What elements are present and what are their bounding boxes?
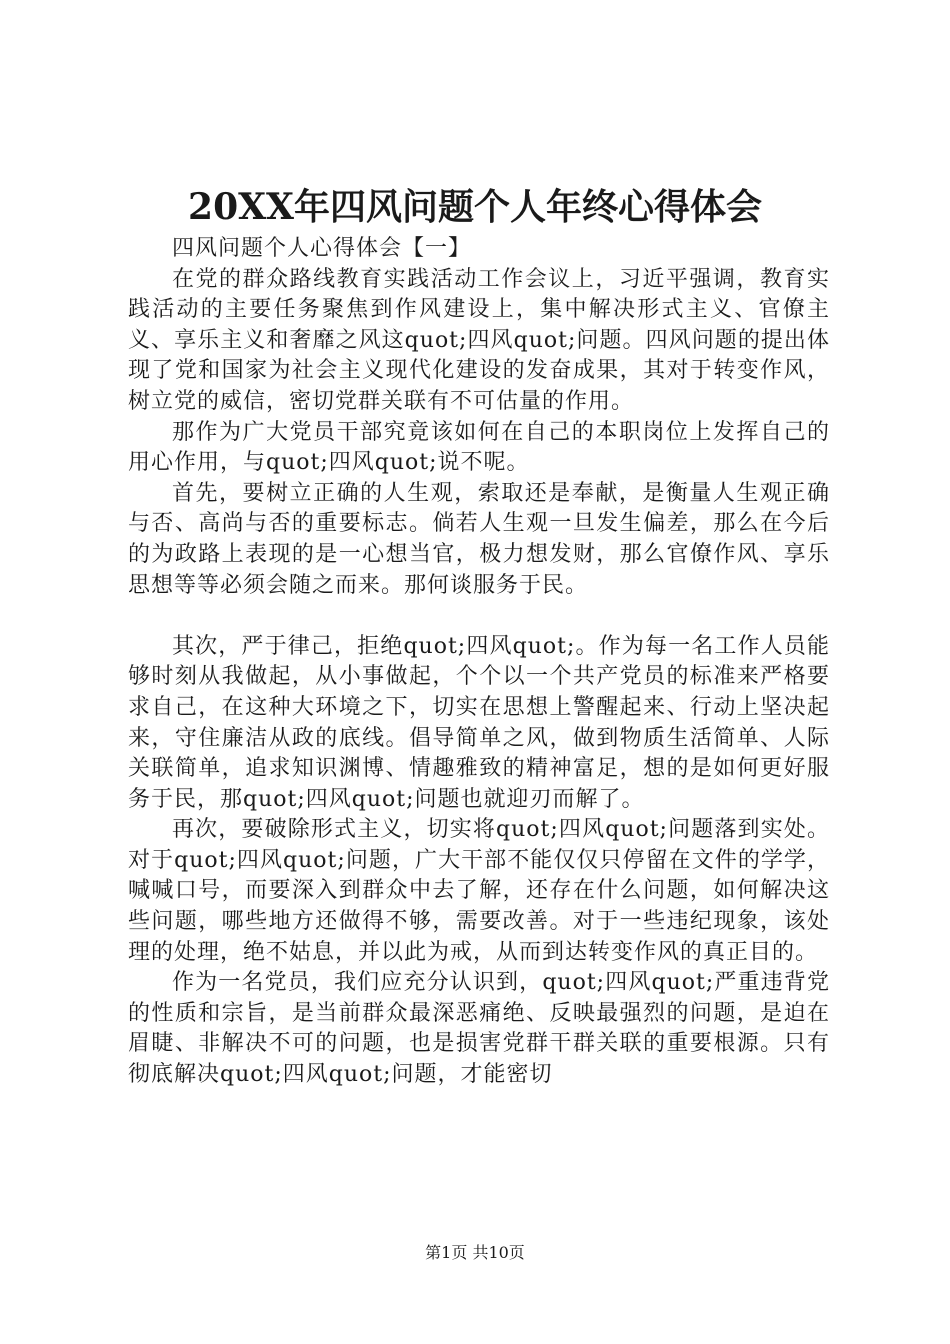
document-body <box>128 234 830 1091</box>
body-paragraph: 在党的群众路线教育实践活动工作会议上，习近平强调，教育实践活动的主要任务聚焦到作风建设上，集中解决形式主义、官僚主义、享乐主义和奢靡之风这quot;四风quot;问题。四风问题的提出体现了党和国家为社会主义现代化建设的发奋成果，其对于转变作风，树立党的威信，密切党群关联有不可估量的作用。 <box>128 266 830 414</box>
section-heading: 四风问题个人心得体会【一】 <box>172 236 472 261</box>
body-paragraph: 首先，要树立正确的人生观，索取还是奉献，是衡量人生观正确与否、高尚与否的重要标志。倘若人生观一旦发生偏差，那么在今后的为政路上表现的是一心想当官，极力想发财，那么官僚作风、享乐思想等等必须会随之而来。那何谈服务于民。 <box>128 480 830 598</box>
document-title: 20XX年四风问题个人年终心得体会 <box>188 186 762 228</box>
body-paragraph: 作为一名党员，我们应充分认识到，quot;四风quot;严重违背党的性质和宗旨，是当前群众最深恶痛绝、反映最强烈的问题，是迫在眉睫、非解决不可的问题，也是损害党群干群关联的重要根源。只有彻底解决quot;四风quot;问题，才能密切 <box>128 970 830 1088</box>
paragraph-spacer <box>128 601 830 632</box>
body-paragraph: 那作为广大党员干部究竟该如何在自己的本职岗位上发挥自己的用心作用，与quot;四风quot;说不呢。 <box>128 419 830 476</box>
page-footer: 第1页 共10页 <box>425 1243 525 1262</box>
body-paragraph: 其次，严于律己，拒绝quot;四风quot;。作为每一名工作人员能够时刻从我做起，从小事做起，个个以一个共产党员的标准来严格要求自己，在这种大环境之下，切实在思想上警醒起来、行动上坚决起来，守住廉洁从政的底线。倡导简单之风，做到物质生活简单、人际关联简单，追求知识渊博、情趣雅致的精神富足，想的是如何更好服务于民，那quot;四风quot;问题也就迎刃而解了。 <box>128 633 830 812</box>
body-paragraph: 再次，要破除形式主义，切实将quot;四风quot;问题落到实处。对于quot;四风quot;问题，广大干部不能仅仅只停留在文件的学学，喊喊口号，而要深入到群众中去了解，还存在什么问题，如何解决这些问题，哪些地方还做得不够，需要改善。对于一些违纪现象，该处理的处理，绝不姑息，并以此为戒，从而到达转变作风的真正目的。 <box>128 817 830 965</box>
